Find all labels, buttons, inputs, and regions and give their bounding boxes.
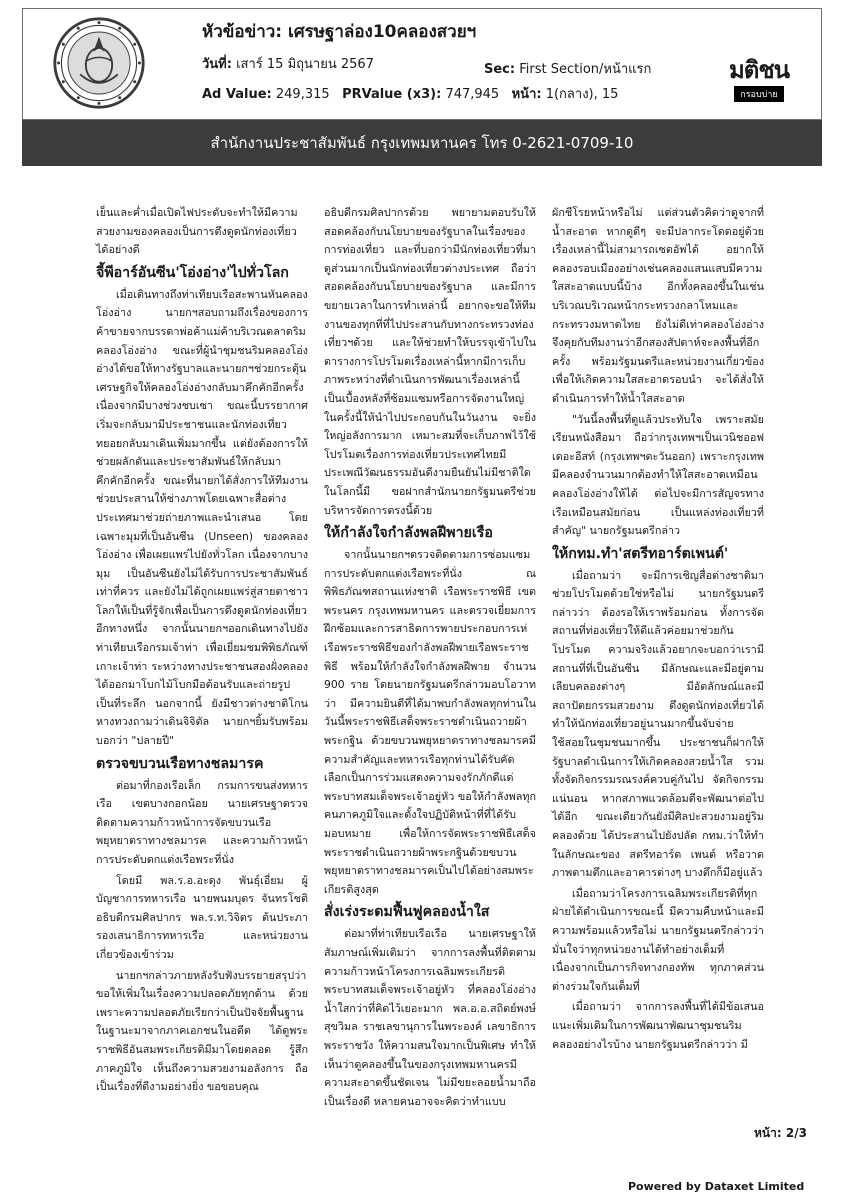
subheading: จี้พีอาร์อันซีน'โอ่งอ่าง'ไปทั่วโลก (96, 264, 289, 281)
date-value: เสาร์ 15 มิถุนายน 2567 (236, 57, 374, 72)
value-row (202, 83, 619, 104)
paragraph: จากนั้นนายกฯตรวจติดตามการซ่อมแซมการประดับตกแต่งเรือพระที่นั่ง ณ พิพิธภัณฑสถานแห่งชาติ เรือพระราชพิธี เขตพระนคร กรุงเทพมหานคร และตรวจเยี่ยมการฝึกซ้อมและการสาธิตการพายประกอบการเห่เรือพระราชพิธีของกำลังพลฝีพายเรือพระราชพิธี พร้อมให้กำลังใจกำลังพลฝีพาย จำนวน 900 ราย โดยนายกรัฐมนตรีกล่าวมอบโอวาทว่า มีความยินดีที่ได้มาพบกำลังพลทุกท่านในวันนี้พระราชพิธีเสด็จพระราชดำเนินถวายผ้าพระกฐิน ด้วยขบวนพยุหยาตราทางชลมารคมีความสำคัญและทหารเรือทุกท่านได้รับคัดเลือกเป็นการร่วมแสดงความจงรักภักดีแด่พระบาทสมเด็จพระเจ้าอยู่หัว ขอให้กำลังพลทุกคนภาคภูมิใจและตั้งใจปฏิบัติหน้าที่ที่ได้รับมอบหมาย เพื่อให้การจัดพระราชพิธีเสด็จพระราชดำเนินถวายผ้าพระกฐินด้วยขบวนพยุหยาตราทางชลมารคเป็นไปได้อย่างสมพระเกียรติสูงสุด (324, 548, 536, 896)
subheading: ให้กทม.ทำ'สตรีทอาร์ตเพนต์' (552, 545, 729, 562)
page-indicator-value: 2/3 (785, 1126, 807, 1140)
paragraph: เย็นและค่ำเมื่อเปิดไฟประดับจะทำให้มีความสวยงามของคลองเป็นการดึงดูดนักท่องเที่ยวได้อย่างดี (96, 206, 298, 257)
page-indicator (754, 1124, 807, 1143)
paragraph: โดยมี พล.ร.อ.อะดุง พันธุ์เอี่ยม ผู้บัญชาการทหารเรือ นายพนมบุตร จันทรโชติ อธิบดีกรมศิลปากร พล.ร.ท.วิจิตร ต้นประภา รองเสนาธิการทหารเรือ และหน่วยงานเกี่ยวข้องเข้าร่วม (96, 873, 308, 961)
paragraph: เมื่อถามว่า จากการลงพื้นที่ได้มีข้อเสนอแนะเพิ่มเติมในการพัฒนาพัฒนาชุมชนริมคลองอย่างไรบ้าง นายกรัฐมนตรีกล่าวว่า มี (552, 1000, 764, 1051)
publisher-name: มติชน (728, 56, 790, 84)
office-contact-bar: สำนักงานประชาสัมพันธ์ กรุงเทพมหานคร โทร 0-2621-0709-10 (22, 120, 822, 166)
headline-label: หัวข้อข่าว: (202, 22, 283, 42)
article-column-2 (324, 204, 536, 1108)
paragraph: อธิบดีกรมศิลปากรด้วย พยายามตอบรับให้สอดคล้องกับนโยบายของรัฐบาลในเรื่องของการท่องเที่ยว และที่บอกว่ามีนักท่องเที่ยวที่มาดูส่วนมากเป็นนักท่องเที่ยวต่างประเทศ ถือว่าสอดคล้องกับนโยบายของรัฐบาล และมีการขยายเวลาในการทำเหล่านี้ อยากจะขอให้ทีมงานของทุกที่ที่ไปประสานกับทางกระทรวงท่องเที่ยวฯด้วย และให้ช่วยทำให้บรรจุเข้าไปในตารางการโปรโมตเรื่องเหล่านี้หากมีการเก็บภาพระหว่างที่ดำเนินการพัฒนาเรื่องเหล่านี้ เป็นเบื้องหลังที่ซ้อมแซมหรือการจัดงานใหญ่ในครั้งนี้ให้นำไปประกอบกันในวันงาน จะยิ่งใหญ่อลังการมาก เหมาะสมที่จะเก็บภาพไว้ใช้โปรโมตเรื่องการท่องเที่ยวประเทศไทยมีประเพณีวัฒนธรรมอันดีงามยืนยันไม่มีชาติใดในโลกนี้มี ขอฝากสำนักนายกรัฐมนตรีช่วยบริหารจัดการตรงนี้ด้วย (324, 206, 536, 517)
date-label: วันที่: (202, 57, 232, 72)
paragraph: ต่อมาที่กองเรือเล็ก กรมการขนส่งทหารเรือ เขตบางกอกน้อย นายเศรษฐาตรวจติดตามความก้าวหน้าการจัดขบวนเรือพยุหยาตราทางชลมารค และความก้าวหน้าการประดับตกแต่งเรือพระที่นั่ง (96, 778, 308, 866)
ad-value: 249,315 (275, 87, 330, 102)
subheading: ตรวจขบวนเรือทางชลมารค (96, 755, 264, 772)
subheading: สั่งเร่งระดมฟื้นฟูคลองน้ำใส (324, 904, 490, 921)
clipping-metadata (202, 18, 652, 113)
pr-value: 747,945 (445, 87, 500, 102)
subheading: ให้กำลังใจกำลังพลฝีพายเรือ (324, 525, 493, 542)
ad-value-label: Ad Value: (202, 87, 272, 102)
paragraph: เมื่อเดินทางถึงท่าเทียบเรือสะพานหันคลองโอ่งอ่าง นายกฯสอบถามถึงเรื่องของการค้าขายจากบรรดาพ่อค้าแม่ค้าบริเวณตลาดริมคลองโอ่งอ่าง ขณะที่ผู้นำชุมชนริมคลองโอ่งอ่างได้ขอให้ทางรัฐบาลและนายกฯช่วยกระตุ้นเศรษฐกิจให้คลองโอ่งอ่างกลับมาคึกคักอีกครั้ง เนื่องจากมีบางช่วงชบเซา ขณะนี้บรรยากาศเริ่มจะกลับมามีประชาชนและนักท่องเที่ยวทยอยกลับมาเดินเพิ่มมากขึ้น แต่ยังต้องการให้ช่วยผลักดันและประชาสัมพันธ์ให้กลับมาคึกคักอีกครั้ง ขณะที่นายกได้สั่งการให้ทีมงาน ช่วยประสานให้ช่างภาพโดยเฉพาะสื่อต่างประเทศมาช่วยถ่ายภาพและนำเสนอ โดยเฉพาะมุมที่เป็นอันซีน (Unseen) ของคลองโอ่งอ่าง เพื่อเผยแพร่ไปยังทั่วโลก เนื่องจากบางมุม เป็นอันซีนยังไม่ได้รับการประชาสัมพันธ์เท่าที่ควร และยังไม่ได้ถูกเผยแพร่สู่สายตาชาวโลกให้เป็นที่รู้จักเพื่อเป็นการดึงดูดนักท่องเที่ยวอีกทางหนึ่ง จากนั้นนายกฯออกเดินทางไปยังท่าเทียบเรือกรมเจ้าท่า เพื่อเยี่ยมชมพิพิธภัณฑ์เกาะเจ้าท่า ระหว่างทางประชาชนสองฝั่งคลองได้ออกมาโบกไม้โบกมือต้อนรับและถ่ายรูปเป็นที่ระลึก นอกจากนี้ ยังมีชาวต่างชาติโกนหางทวงถามว่าเดินจิจิตัล นายกฯยิ้มรับพร้อมบอกว่า "ปลายปี" (96, 287, 308, 748)
page-value: 1(กลาง), 15 (545, 87, 619, 102)
section-row (484, 58, 651, 79)
paragraph: "วันนี้ลงพื้นที่ดูแล้วประทับใจ เพราะสมัยเรียนหนังสือมา ถือว่ากรุงเทพฯเป็นเวนิชออฟเดอะอีสท์ (กรุงเทพฯตะวันออก) เพราะกรุงเทพมีคลองจำนวนมากต้องทำให้ใสสะอาดเหมือนคลองโอ่งอ่างให้ได้ ต่อไปจะมีการสัญจรทางเรือเหมือนสมัยก่อน เป็นแหล่งท่องเที่ยวที่สำคัญ" นายกรัฐมนตรีกล่าว (552, 412, 764, 538)
page-indicator-label: หน้า: (754, 1126, 782, 1140)
powered-by-credit: Powered by Dataxet Limited (628, 1180, 805, 1193)
bangkok-metropolitan-seal-icon (52, 16, 146, 110)
section-value: First Section/หน้าแรก (519, 62, 652, 77)
publisher-logo (704, 58, 814, 102)
publisher-edition: กรอบบ่าย (734, 86, 783, 102)
article-column-1 (96, 204, 308, 1094)
paragraph: เมื่อถามว่า จะมีการเชิญสื่อต่างชาติมาช่วยโปรโมตด้วยใช่หรือไม่ นายกรัฐมนตรีกล่าวว่า ต้องรอให้เราพร้อมก่อน ทั้งการจัดสถานที่ท่องเที่ยวให้ดีแล้วค่อยมาช่วยกันโปรโมต ความจริงแล้วอยากจะบอกว่าเรามีสถานที่ที่เป็นอันซีน มีลักษณะและมีอยู่ตามเลียบคลองต่างๆ มีอัตลักษณ์และมีสถาปัตยกรรมสวยงาม ดึงดูดนักท่องเที่ยวได้ ทำให้นักท่องเที่ยวอยู่นานมากขึ้นจับจ่ายใช้สอยในชุมชนมากขึ้น ประชาชนก็ฝากให้รัฐบาลดำเนินการให้เกิดคลองสวยน้ำใส รวมทั้งจัดกิจกรรมรณรงค์ควบคู่กันไป จัดกิจกรรมแน่นอน หากสภาพแวดล้อมดีจะพัฒนาต่อไปได้อีก ขณะเดียวกันยังมีศิลปะสวยงามอยู่ริมคลองด้วย ได้ประสานไปยังปลัด กทม.ว่าให้ทำในลักษณะของ สตรีทอาร์ต เพนต์ หรือวาดภาพตามตึกและอาคารต่างๆ บางตึกก็มีอยู่แล้ว (552, 568, 764, 880)
paragraph: เมื่อถามว่าโครงการเฉลิมพระเกียรติที่ทุกฝ่ายได้ดำเนินการขณะนี้ มีความคืบหน้าและมีความพร้อมแล้วหรือไม่ นายกรัฐมนตรีกล่าวว่ามั่นใจว่าทุกหน่วยงานได้ทำอย่างเต็มที่ เนื่องจากเป็นภารกิจทางกองทัพ ทุกภาคส่วนต่างร่วมใจกันเต็มที่ (552, 886, 764, 993)
section-label: Sec: (484, 62, 516, 77)
article-body (96, 204, 764, 1108)
headline-text: เศรษฐาล่อง10คลองสวยฯ (288, 22, 477, 42)
paragraph: นายกฯกล่าวภายหลังรับฟังบรรยายสรุปว่า ขอให้เพิ่มในเรื่องความปลอดภัยทุกด้าน ด้วย เพราะความปลอดภัยเรียกว่าเป็นปัจจัยพื้นฐาน ในฐานะมาจากภาคเอกชนในอดีต ได้ดูพระราชพิธีอันสมพระเกียรติมีมาโดยตลอด รู้สึกภาคภูมิใจ เห็นถึงความสวยงามอลังการ ถือเป็นเรื่องที่ดีงามอย่างยิ่ง ขอขอบคุณ (96, 968, 308, 1094)
page-label: หน้า: (511, 87, 542, 102)
pr-value-label: PRValue (x3): (342, 87, 442, 102)
paragraph: ต่อมาที่ท่าเทียบเรือเรือ นายเศรษฐาให้สัมภาษณ์เพิ่มเติมว่า จากการลงพื้นที่ติดตามความก้าวหน้าโครงการเฉลิมพระเกียรติพระบาทสมเด็จพระเจ้าอยู่หัว ที่คลองโอ่งอ่างน้ำใสกว่าที่คิดไว้เยอะมาก พล.อ.อ.สถิตย์พงษ์ สุขวิมล ราชเลขานุการในพระองค์ เลขาธิการพระราชวัง ให้ความสนใจมากเป็นพิเศษ ทำให้เห็นว่าดูคลองขึ้นในของกรุงเทพมหานครมีความสะอาดขึ้นชัดเจน ไม่มีขยะลอยน้ำมาถือเป็นเรื่องดี หลายคนอาจจะคิดว่าทำแบบ (324, 927, 536, 1108)
headline-row (202, 18, 612, 45)
article-column-3 (552, 204, 764, 1084)
paragraph: ผักชีโรยหน้าหรือไม่ แต่ส่วนตัวคิดว่าดูจากที่น้ำสะอาด หากดูดีๆ จะมีปลากระโดดอยู่ด้วย เรื่องเหล่านี้ไม่สามารถเซตอัพได้ อยากให้คลองรอบเมืองอย่างเช่นคลองแสนแสบมีความใสสะอาดแบบนี้บ้าง อีกทั้งคลองขึ้นในเช่นบริเวณบริเวณหน้ากระทรวงกลาโหมและกระทรวงมหาดไทย ยังไม่ดีเท่าคลองโอ่งอ่าง จึงคุยกับทีมงานว่าอีกสองสัปดาห์จะลงพื้นที่อีกครั้ง พร้อมรัฐมนตรีและหน่วยงานเกี่ยวข้อง เพื่อให้เกิดความใสสะอาดรอบนำ จะได้สั่งให้ดำเนินการทำให้น้ำใสสะอาด (552, 206, 764, 405)
